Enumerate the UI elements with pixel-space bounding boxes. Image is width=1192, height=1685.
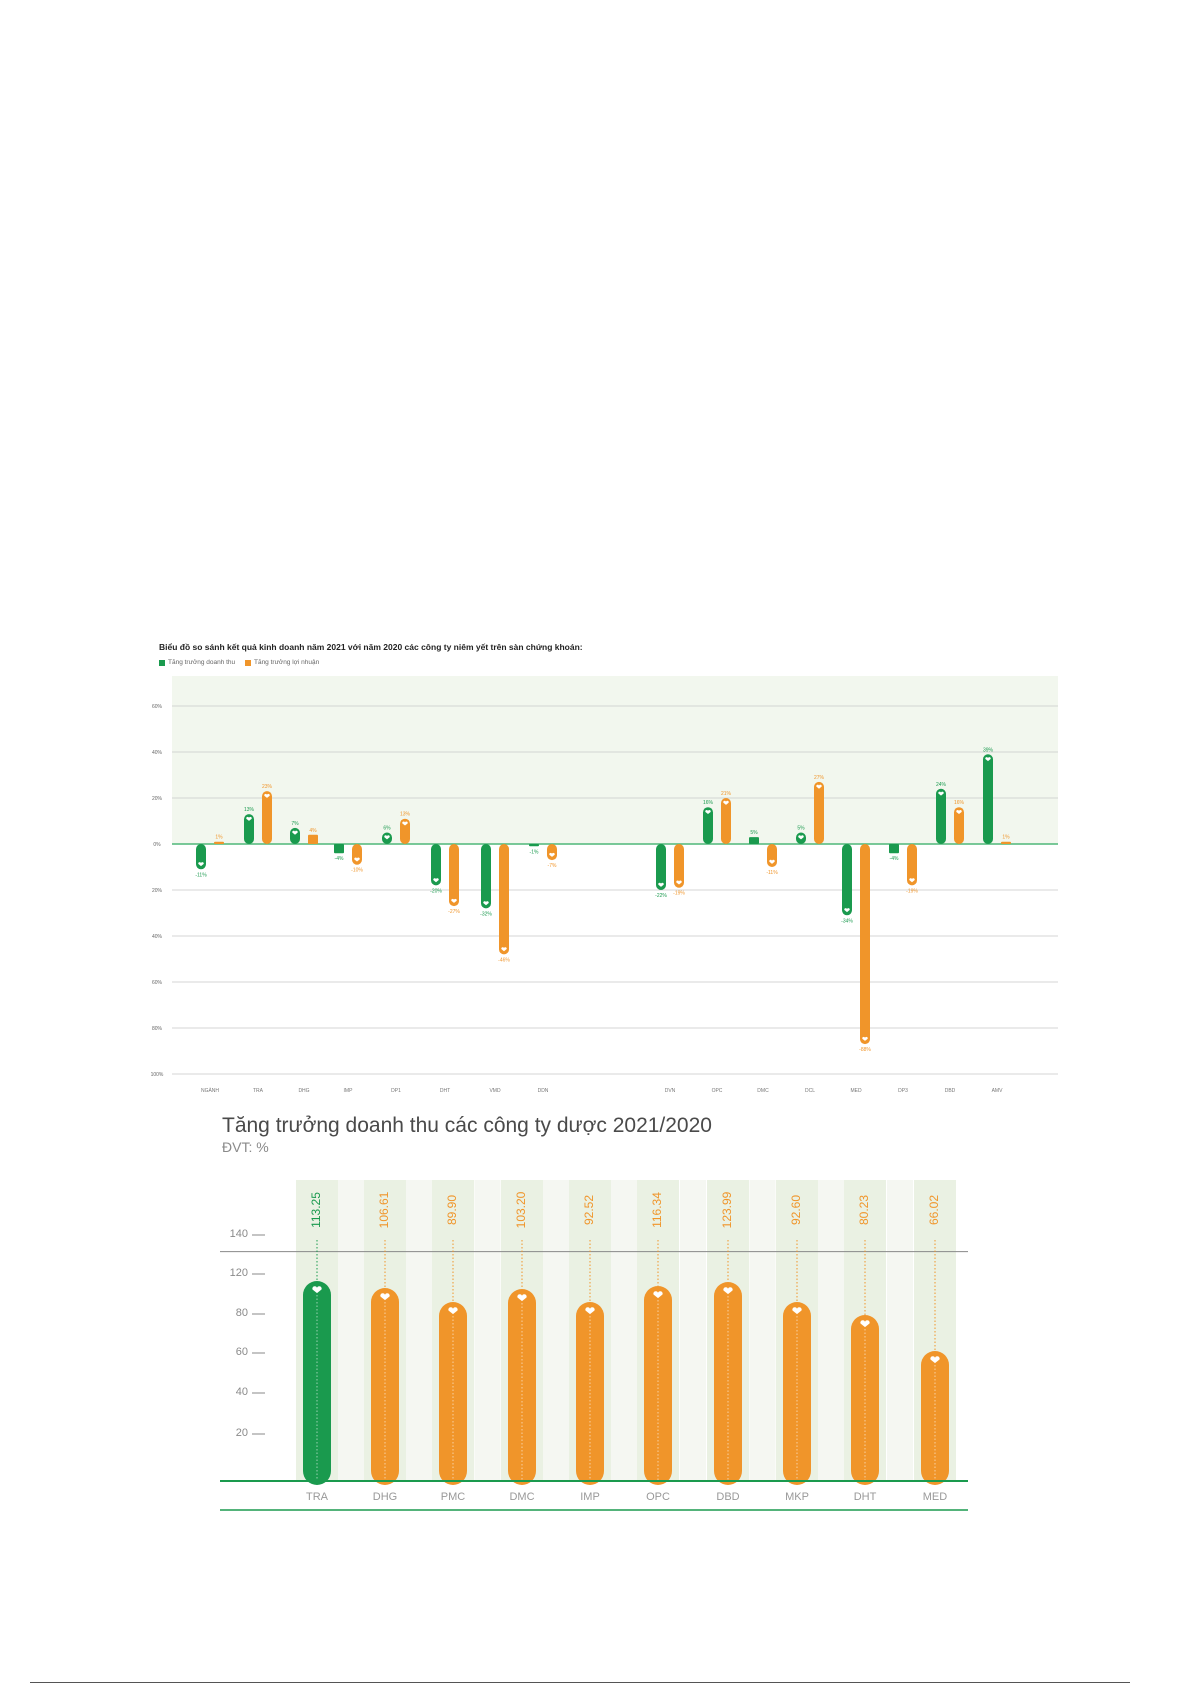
chart2-x-tick: DMC (509, 1491, 535, 1503)
chart2-x-tick: DBD (716, 1491, 740, 1503)
chart1-data-label: -20% (430, 888, 442, 895)
chart1-y-tick: 80% (151, 1026, 163, 1032)
chart1-legend (159, 659, 327, 668)
chart1-x-tick: OPC (711, 1088, 723, 1094)
chart1-data-label: 23% (261, 784, 273, 791)
chart1-bar-profit-dhg (308, 835, 318, 844)
chart1-y-tick: 60% (151, 980, 163, 986)
chart1-x-tick: NGÀNH (200, 1088, 220, 1094)
chart1-y-tick: 40% (151, 750, 163, 756)
chart2-value-label: 92.60 (789, 1194, 804, 1226)
chart1-data-label: -34% (841, 918, 853, 925)
chart2-column-gap (818, 1180, 844, 1481)
chart1-data-label: -27% (448, 909, 460, 916)
chart1-bar-profit-dht (449, 844, 459, 906)
chart1-bar-profit-dvn (674, 844, 684, 888)
chart1-data-label: 16% (953, 800, 965, 807)
chart2-value-label: 106.61 (377, 1191, 392, 1229)
chart2-revenue-growth (210, 1170, 990, 1515)
chart1-x-tick: DP1 (391, 1088, 401, 1094)
legend-item-revenue (159, 659, 235, 666)
chart1-x-tick: DHT (439, 1088, 451, 1094)
chart1-x-tick: DHG (298, 1088, 310, 1094)
chart2-x-tick: DHG (372, 1491, 398, 1503)
chart1-data-label: 27% (813, 774, 825, 781)
legend-swatch-revenue (159, 660, 165, 666)
chart2-x-tick: MED (922, 1491, 948, 1503)
chart1-bar-revenue-amv (983, 754, 993, 844)
chart1-data-label: -32% (480, 911, 492, 918)
chart1-data-label: 13% (243, 807, 255, 814)
chart1-bar-profit-amv (1001, 842, 1011, 844)
chart1-data-label: 21% (720, 791, 732, 797)
chart2-unit-label: ĐVT: % (222, 1139, 269, 1155)
chart1-y-tick: 60% (151, 704, 163, 710)
chart2-y-tick: 140 (229, 1228, 248, 1240)
chart2-y-tick: 20 (235, 1427, 248, 1439)
chart1-data-label: -46% (498, 957, 510, 964)
chart1-bar-profit-opc (721, 798, 731, 844)
chart1-y-tick: 40% (151, 934, 163, 940)
chart1-data-label: -11% (766, 870, 778, 876)
chart2-x-tick: PMC (440, 1491, 466, 1503)
chart1-data-label: 16% (702, 800, 714, 807)
chart1-bar-revenue-med (842, 844, 852, 915)
chart2-value-label: 103.20 (514, 1191, 529, 1229)
chart1-bar-profit-dcl (814, 782, 824, 844)
chart1-data-label: -19% (906, 888, 918, 895)
chart2-value-label: 113.25 (309, 1192, 324, 1228)
chart2-value-label: 66.02 (927, 1194, 942, 1226)
chart1-data-label: -88% (859, 1047, 871, 1054)
chart1-x-tick: DBD (944, 1088, 956, 1094)
chart1-data-label: 39% (982, 747, 994, 754)
chart2-column-gap (406, 1180, 432, 1481)
legend-item-profit (245, 659, 319, 666)
chart1-y-tick: 20% (151, 796, 163, 802)
chart1-data-label: 6% (383, 825, 391, 832)
chart1-y-tick: 100% (150, 1072, 164, 1078)
chart1-revenue-profit-growth (140, 676, 1060, 1096)
chart1-data-label: 1% (215, 834, 223, 841)
chart1-data-label: -1% (529, 849, 539, 856)
chart1-x-tick: DDN (537, 1088, 549, 1094)
chart1-x-tick: DP3 (898, 1088, 908, 1094)
chart1-x-tick: DMC (757, 1088, 769, 1094)
chart2-column-gap (475, 1180, 501, 1481)
chart2-x-tick: OPC (646, 1491, 670, 1503)
chart1-bar-revenue-dhg (290, 828, 300, 844)
chart1-bar-profit-med (860, 844, 870, 1044)
chart1-x-tick: DVN (664, 1088, 676, 1094)
chart1-data-label: 7% (291, 820, 299, 827)
chart1-bar-profit-ngành (214, 842, 224, 844)
legend-label-revenue: Tăng trưởng doanh thu (168, 659, 236, 666)
chart2-y-tick: 80 (235, 1307, 248, 1319)
chart1-bar-profit-ddn (547, 844, 557, 860)
chart2-value-label: 89.90 (445, 1194, 460, 1226)
chart2-value-label: 80.23 (857, 1194, 872, 1226)
legend-swatch-profit (245, 660, 251, 666)
chart2-column-gap (611, 1180, 637, 1481)
chart1-data-label: 5% (750, 830, 758, 837)
chart1-data-label: -10% (351, 867, 363, 874)
chart2-column-gap (750, 1180, 776, 1481)
chart1-data-label: -4% (334, 856, 344, 863)
chart1-data-label: 13% (399, 811, 411, 818)
chart2-y-tick: 120 (229, 1267, 248, 1279)
chart1-bar-revenue-dvn (656, 844, 666, 890)
chart1-data-label: -22% (655, 893, 667, 899)
chart1-bar-revenue-dmc (749, 837, 759, 844)
chart1-bar-revenue-dbd (936, 789, 946, 844)
chart1-data-label: 5% (797, 825, 805, 832)
chart1-data-label: -11% (195, 872, 207, 879)
legend-label-profit: Tăng trưởng lợi nhuận (253, 659, 320, 666)
chart1-bar-profit-vmd (499, 844, 509, 954)
chart1-data-label: 4% (309, 827, 317, 834)
chart2-column-gap (338, 1180, 364, 1481)
chart1-bar-revenue-dp3 (889, 844, 899, 853)
chart2-x-tick: MKP (785, 1491, 809, 1503)
chart1-data-label: 1% (1002, 834, 1010, 841)
chart2-x-tick: TRA (306, 1491, 328, 1503)
chart1-bar-revenue-ddn (529, 844, 539, 846)
chart2-x-tick: DHT (853, 1491, 877, 1503)
chart1-bar-revenue-vmd (481, 844, 491, 908)
chart1-title: Biểu đồ so sánh kết quả kinh doanh năm 2021 với năm 2020 các công ty niêm yết trên sàn chứng khoán: (159, 642, 583, 652)
chart2-y-tick: 60 (235, 1346, 248, 1358)
chart1-data-label: -19% (673, 890, 685, 897)
chart1-x-tick: IMP (343, 1088, 353, 1094)
chart1-y-tick: 20% (151, 888, 163, 894)
chart1-data-label: 24% (935, 781, 947, 788)
chart2-y-tick: 40 (235, 1386, 248, 1398)
chart1-bar-profit-tra (262, 791, 272, 844)
chart1-data-label: -7% (547, 863, 557, 870)
chart2-value-label: 123.99 (720, 1191, 735, 1229)
chart1-bar-revenue-imp (334, 844, 344, 853)
chart2-column-gap (680, 1180, 706, 1481)
chart2-x-tick: IMP (580, 1491, 600, 1503)
chart2-value-label: 116.34 (650, 1192, 665, 1228)
chart1-x-tick: TRA (253, 1088, 263, 1094)
chart2-column-gap (543, 1180, 569, 1481)
page-footer-line (30, 1682, 1130, 1683)
chart1-x-tick: AMV (991, 1088, 1003, 1094)
chart1-y-tick: 0% (153, 842, 161, 848)
chart1-x-tick: MED (850, 1088, 862, 1094)
chart1-x-tick: VMD (489, 1088, 501, 1094)
chart1-x-tick: DCL (804, 1088, 816, 1094)
chart2-column-gap (887, 1180, 913, 1481)
chart1-bar-profit-imp (352, 844, 362, 865)
chart2-title: Tăng trưởng doanh thu các công ty dược 2021/2020 (222, 1114, 712, 1137)
chart1-data-label: -4% (889, 856, 899, 863)
chart2-value-label: 92.52 (582, 1194, 597, 1226)
chart1-positive-band (172, 676, 1058, 844)
